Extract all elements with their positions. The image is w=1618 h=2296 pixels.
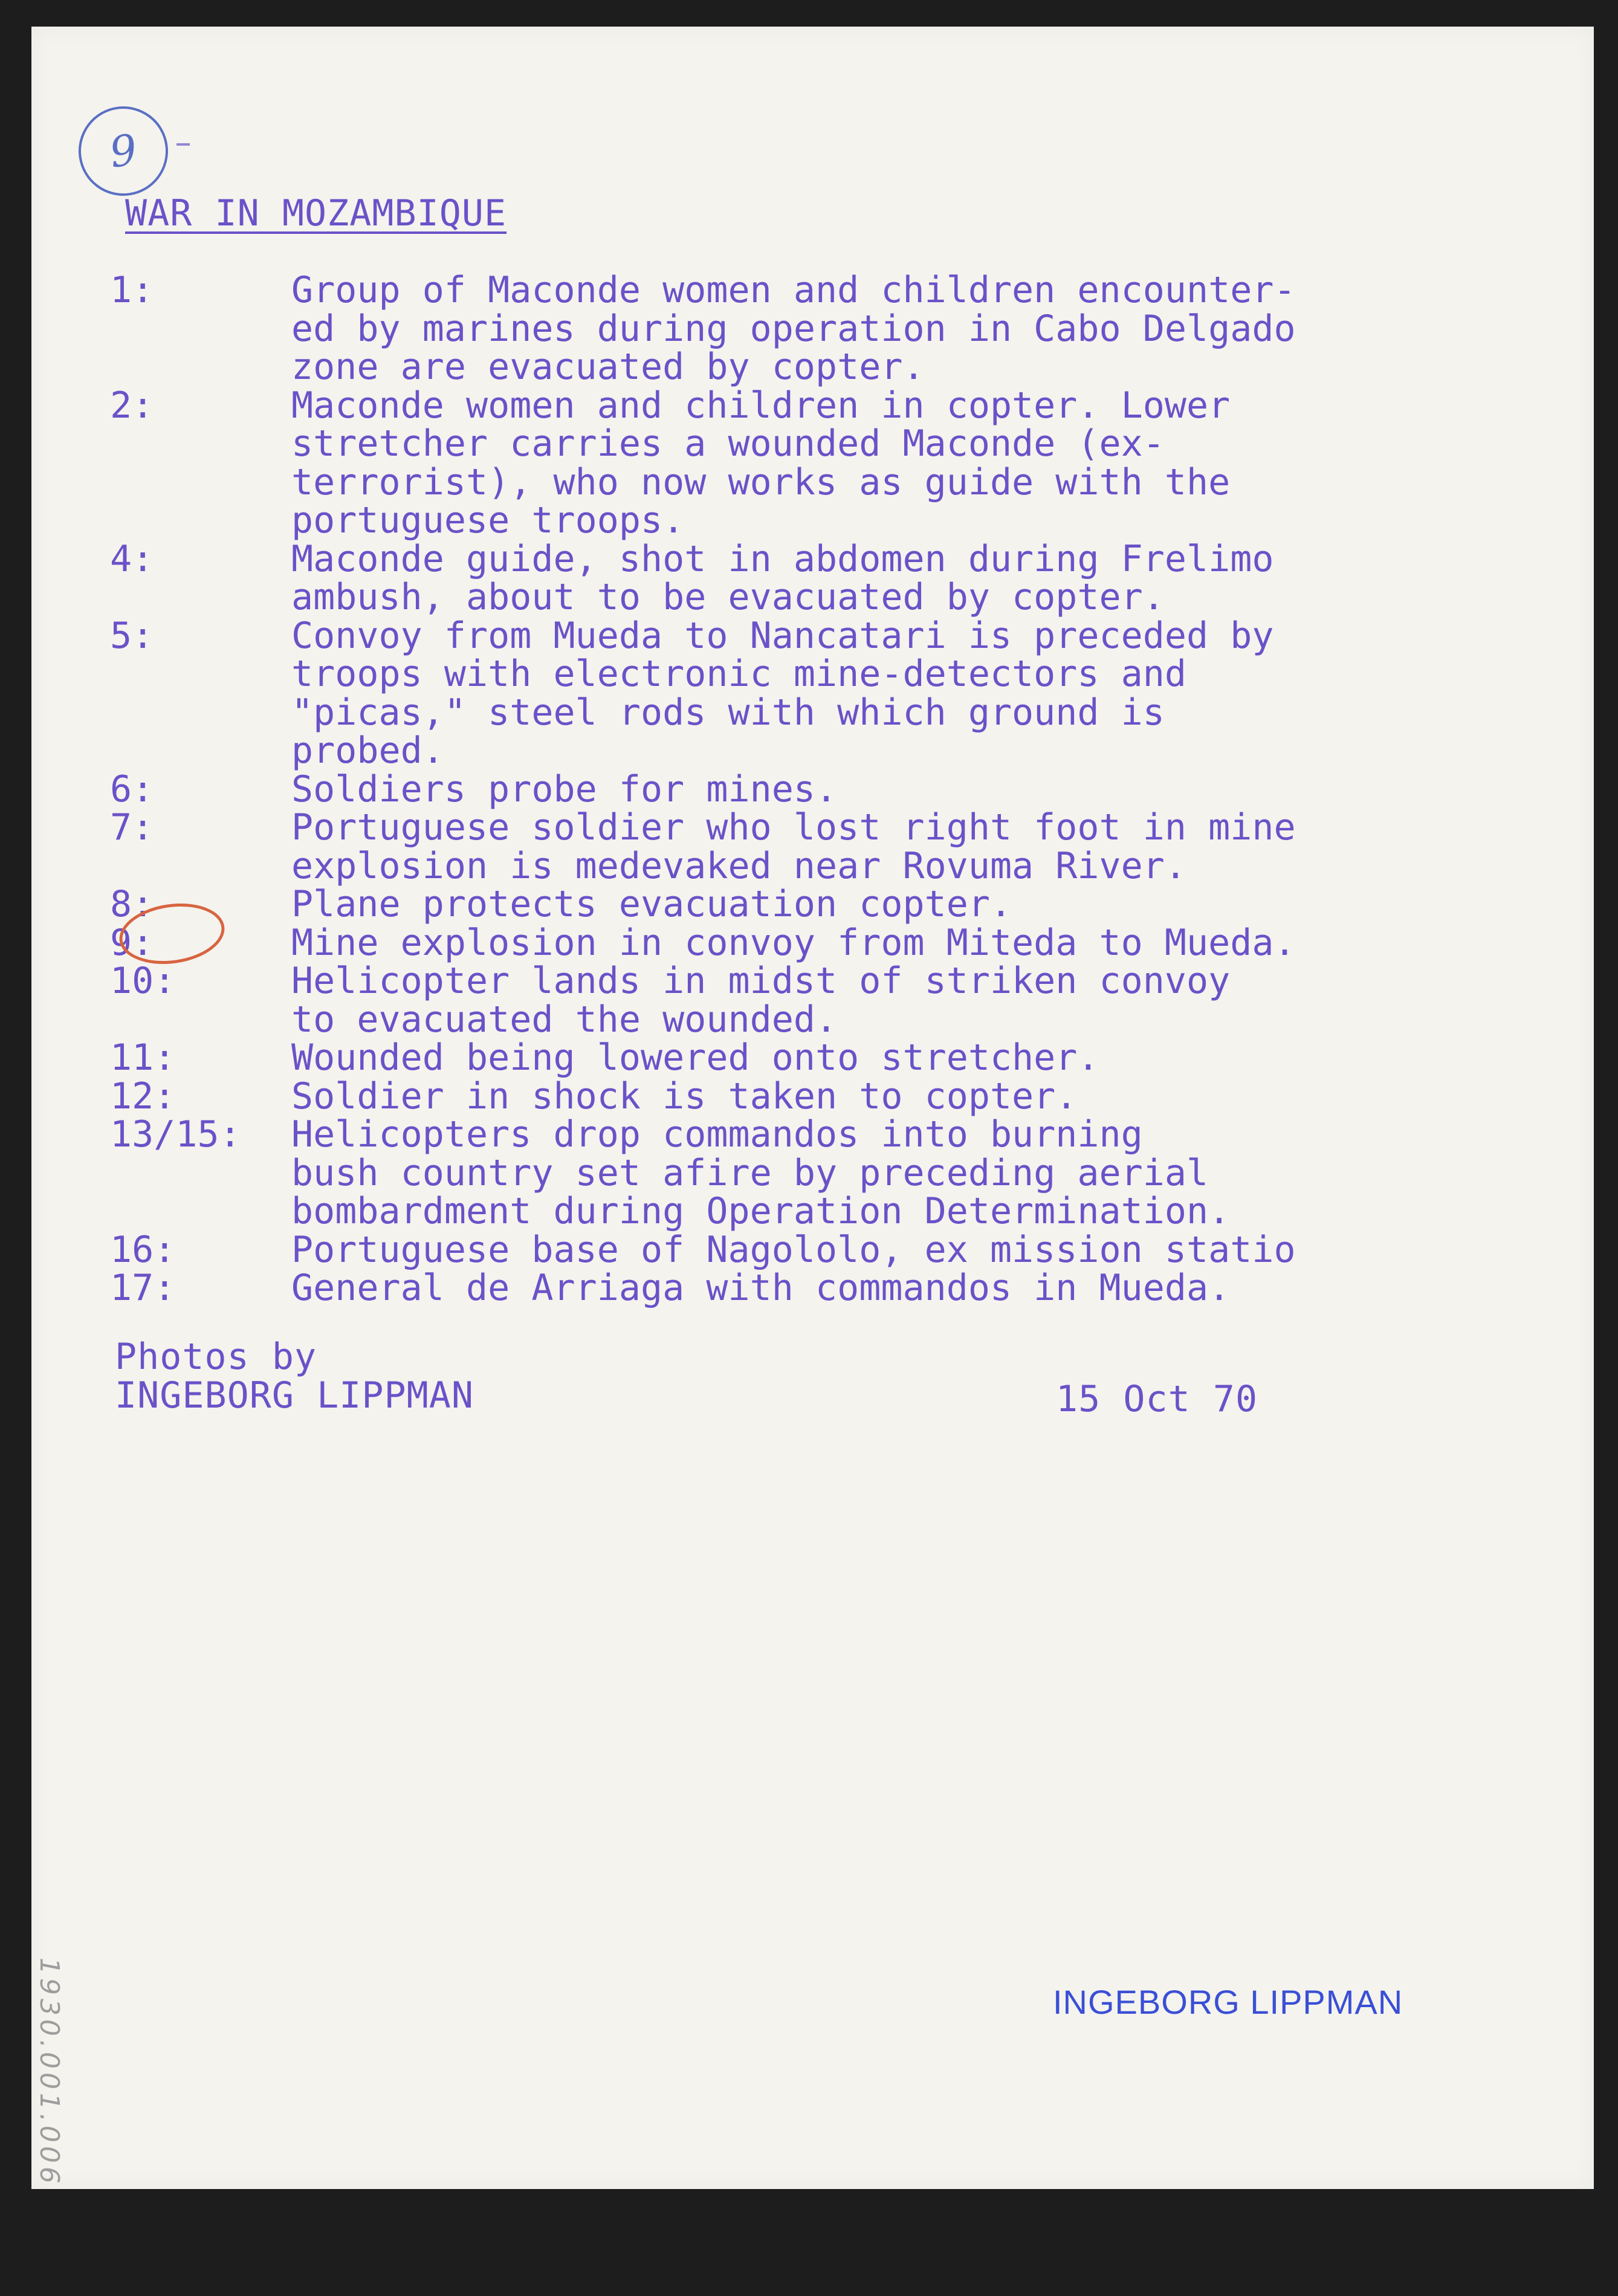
caption-entry [110, 1269, 1585, 1308]
photographer-name: INGEBORG LIPPMAN [115, 1374, 474, 1417]
caption-list [110, 271, 1585, 1308]
caption-text [291, 768, 1585, 810]
caption-text [291, 537, 1585, 618]
caption-text [291, 614, 1585, 772]
caption-text [291, 271, 1585, 387]
caption-text [291, 962, 1585, 1039]
caption-line: bush country set afire by preceding aerial [291, 1151, 1209, 1194]
pencil-dash [176, 143, 190, 146]
caption-text [291, 806, 1585, 887]
caption-number: 11: [110, 1036, 176, 1079]
caption-entry [110, 921, 1585, 964]
caption-line: zone are evacuated by copter. [291, 346, 925, 388]
document-date: 15 Oct 70 [1056, 1378, 1258, 1420]
caption-text [291, 384, 1585, 542]
caption-entry [110, 614, 1585, 772]
caption-entry [110, 962, 1585, 1039]
caption-line: portuguese troops. [291, 499, 685, 542]
caption-number: 12: [110, 1075, 176, 1117]
caption-line: explosion is medevaked near Rovuma River. [291, 844, 1187, 887]
caption-line: Soldiers probe for mines. [291, 768, 838, 810]
caption-text [291, 1228, 1585, 1271]
photo-credit-label: Photos by [115, 1336, 317, 1378]
caption-line: General de Arriaga with commandos in Mueda. [291, 1267, 1231, 1309]
caption-number: 13/15: [110, 1113, 241, 1156]
caption-line: Helicopter lands in midst of striken convoy [291, 960, 1231, 1002]
caption-number: 9: [110, 921, 154, 964]
caption-entry [110, 384, 1585, 542]
caption-line: Maconde women and children in copter. Lower [291, 384, 1231, 427]
caption-line: Maconde guide, shot in abdomen during Frelimo [291, 537, 1274, 580]
caption-text [291, 1269, 1585, 1308]
caption-number: 10: [110, 960, 176, 1002]
caption-text [291, 885, 1585, 924]
caption-line: Soldier in shock is taken to copter. [291, 1075, 1078, 1117]
caption-number: 7: [110, 806, 154, 849]
caption-line: probed. [291, 729, 444, 772]
caption-number: 4: [110, 537, 154, 580]
caption-line: Portuguese soldier who lost right foot in mine [291, 806, 1296, 849]
caption-entry [110, 806, 1585, 887]
caption-entry [110, 271, 1585, 387]
caption-text [291, 1113, 1585, 1232]
caption-line: Convoy from Mueda to Nancatari is preceded by [291, 614, 1274, 657]
caption-number: 5: [110, 614, 154, 657]
photographer-stamp: INGEBORG LIPPMAN [1053, 1983, 1403, 2021]
caption-line: stretcher carries a wounded Maconde (ex- [291, 422, 1165, 465]
caption-text [291, 1036, 1585, 1079]
caption-line: Mine explosion in convoy from Miteda to Mueda. [291, 921, 1296, 964]
caption-number: 1: [110, 269, 154, 311]
caption-line: ambush, about to be evacuated by copter. [291, 576, 1165, 618]
caption-entry [110, 1075, 1585, 1117]
caption-entry [110, 537, 1585, 618]
caption-number: 6: [110, 768, 154, 810]
caption-text [291, 921, 1585, 964]
caption-number: 8: [110, 883, 154, 925]
caption-entry [110, 1036, 1585, 1079]
caption-line: Plane protects evacuation copter. [291, 883, 1012, 925]
caption-number: 16: [110, 1228, 176, 1271]
caption-number: 2: [110, 384, 154, 427]
caption-entry [110, 885, 1585, 924]
archive-number: 1930.001.006 [34, 1958, 65, 2187]
caption-number: 17: [110, 1267, 176, 1309]
caption-line: bombardment during Operation Determination. [291, 1190, 1231, 1232]
caption-entry [110, 1113, 1585, 1232]
caption-line: "picas," steel rods with which ground is [291, 691, 1165, 734]
caption-line: Helicopters drop commandos into burning [291, 1113, 1143, 1156]
caption-entry [110, 1228, 1585, 1271]
caption-line: Wounded being lowered onto stretcher. [291, 1036, 1099, 1079]
caption-line: troops with electronic mine-detectors and [291, 653, 1187, 695]
caption-entry [110, 768, 1585, 810]
caption-line: Portuguese base of Nagololo, ex mission statio [291, 1228, 1296, 1271]
document-title: WAR IN MOZAMBIQUE [125, 192, 507, 234]
page-number-text: 9 [106, 125, 140, 178]
caption-line: ed by marines during operation in Cabo Delgado [291, 307, 1296, 350]
circled-page-number [73, 100, 173, 201]
document-page [31, 27, 1594, 2189]
caption-line: terrorist), who now works as guide with the [291, 461, 1231, 503]
caption-line: to evacuated the wounded. [291, 998, 838, 1041]
caption-line: Group of Maconde women and children encounter- [291, 269, 1296, 311]
caption-text [291, 1075, 1585, 1117]
